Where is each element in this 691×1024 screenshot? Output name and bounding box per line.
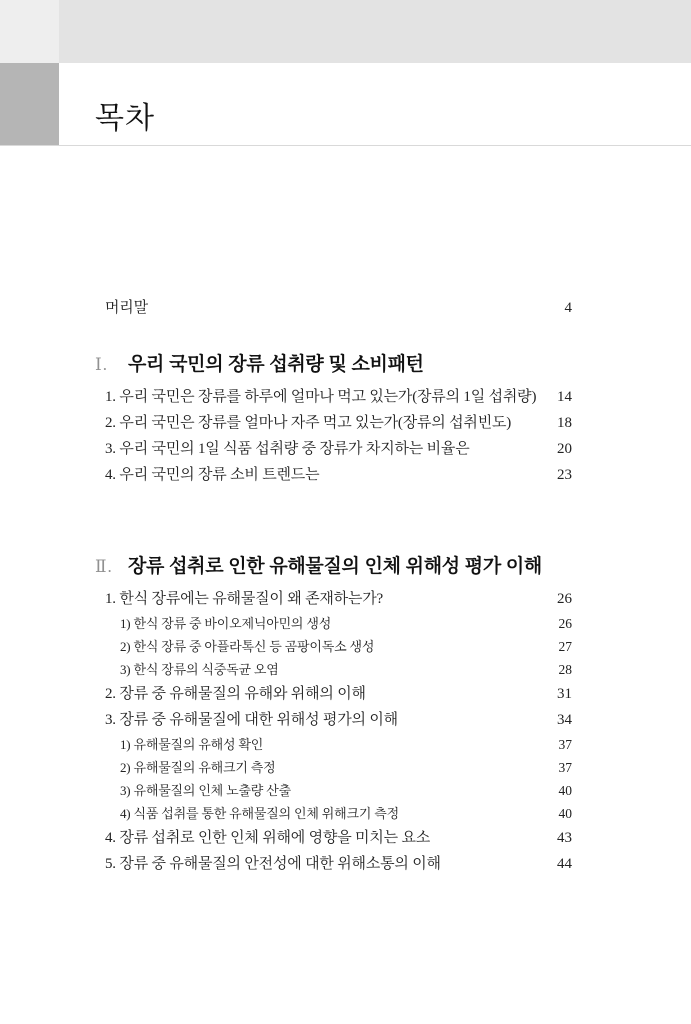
section-heading xyxy=(95,350,572,380)
toc-entry-page: 31 xyxy=(557,686,572,702)
toc-entry xyxy=(95,802,572,825)
header-corner-block xyxy=(0,0,59,63)
toc-entry-page: 37 xyxy=(558,737,572,752)
header-side-block xyxy=(0,63,59,145)
toc-entry-label: 2. 우리 국민은 장류를 얼마나 자주 먹고 있는가(장류의 섭취빈도) xyxy=(105,415,512,431)
toc-entry xyxy=(95,384,572,410)
toc-entry-page: 20 xyxy=(557,441,572,457)
toc-entry-label: 1. 한식 장류에는 유해물질이 왜 존재하는가? xyxy=(105,591,383,607)
toc-entry-label: 1. 우리 국민은 장류를 하루에 얼마나 먹고 있는가(장류의 1일 섭취량) xyxy=(105,389,537,405)
toc-body xyxy=(95,146,572,877)
toc-entry xyxy=(95,658,572,681)
toc-entry xyxy=(95,825,572,851)
toc-entry xyxy=(95,756,572,779)
toc-entry-label: 1) 유해물질의 유해성 확인 xyxy=(120,737,264,752)
toc-entry-label: 3. 장류 중 유해물질에 대한 위해성 평가의 이해 xyxy=(105,712,398,728)
toc-entry xyxy=(95,436,572,462)
toc-entry xyxy=(95,635,572,658)
toc-entry-page: 34 xyxy=(557,712,572,728)
section-heading xyxy=(95,552,572,582)
toc-entry xyxy=(95,681,572,707)
toc-entry xyxy=(95,779,572,802)
toc-entry-page: 40 xyxy=(558,783,572,798)
toc-entry xyxy=(95,733,572,756)
toc-entry-page: 40 xyxy=(558,806,572,821)
header-top-band xyxy=(59,0,691,63)
frontmatter-page: 4 xyxy=(564,300,572,316)
toc-entry-page: 43 xyxy=(557,830,572,846)
page-title: 목차 xyxy=(95,102,155,136)
toc-entry-page: 28 xyxy=(558,662,572,677)
toc-entry-label: 2) 한식 장류 중 아플라톡신 등 곰팡이독소 생성 xyxy=(120,639,375,654)
toc-entry-page: 26 xyxy=(557,591,572,607)
toc-entry xyxy=(95,851,572,877)
toc-entry xyxy=(95,612,572,635)
section-items xyxy=(95,586,572,877)
toc-entry-label: 1) 한식 장류 중 바이오제닉아민의 생성 xyxy=(120,616,332,631)
section-items xyxy=(95,384,572,488)
toc-entry-label: 2. 장류 중 유해물질의 유해와 위해의 이해 xyxy=(105,686,366,702)
section-title: 우리 국민의 장류 섭취량 및 소비패턴 xyxy=(128,354,424,375)
toc-entry-page: 26 xyxy=(558,616,572,631)
toc-entry-label: 3. 우리 국민의 1일 식품 섭취량 중 장류가 차지하는 비율은 xyxy=(105,441,470,457)
toc-entry xyxy=(95,462,572,488)
toc-sections xyxy=(95,350,572,877)
toc-entry xyxy=(95,586,572,612)
toc-entry-page: 44 xyxy=(557,856,572,872)
frontmatter-label: 머리말 xyxy=(105,300,148,316)
toc-entry-label: 4. 장류 섭취로 인한 인체 위해에 영향을 미치는 요소 xyxy=(105,830,431,846)
toc-entry-page: 23 xyxy=(557,467,572,483)
toc-entry-label: 4. 우리 국민의 장류 소비 트렌드는 xyxy=(105,467,320,483)
toc-section xyxy=(95,350,572,488)
section-numeral: Ⅱ. xyxy=(95,557,113,576)
toc-entry-label: 3) 유해물질의 인체 노출량 산출 xyxy=(120,783,291,798)
toc-entry-label: 2) 유해물질의 유해크기 측정 xyxy=(120,760,276,775)
toc-entry-page: 18 xyxy=(557,415,572,431)
section-title: 장류 섭취로 인한 유해물질의 인체 위해성 평가 이해 xyxy=(128,556,542,577)
toc-entry-page: 27 xyxy=(558,639,572,654)
toc-entry-page: 14 xyxy=(557,389,572,405)
toc-entry xyxy=(95,410,572,436)
toc-entry xyxy=(95,707,572,733)
toc-entry-label: 4) 식품 섭취를 통한 유해물질의 인체 위해크기 측정 xyxy=(120,806,399,821)
frontmatter-entry xyxy=(95,296,572,320)
toc-section xyxy=(95,552,572,877)
section-numeral: Ⅰ. xyxy=(95,355,108,374)
toc-entry-page: 37 xyxy=(558,760,572,775)
toc-entry-label: 5. 장류 중 유해물질의 안전성에 대한 위해소통의 이해 xyxy=(105,856,441,872)
toc-entry-label: 3) 한식 장류의 식중독균 오염 xyxy=(120,662,279,677)
